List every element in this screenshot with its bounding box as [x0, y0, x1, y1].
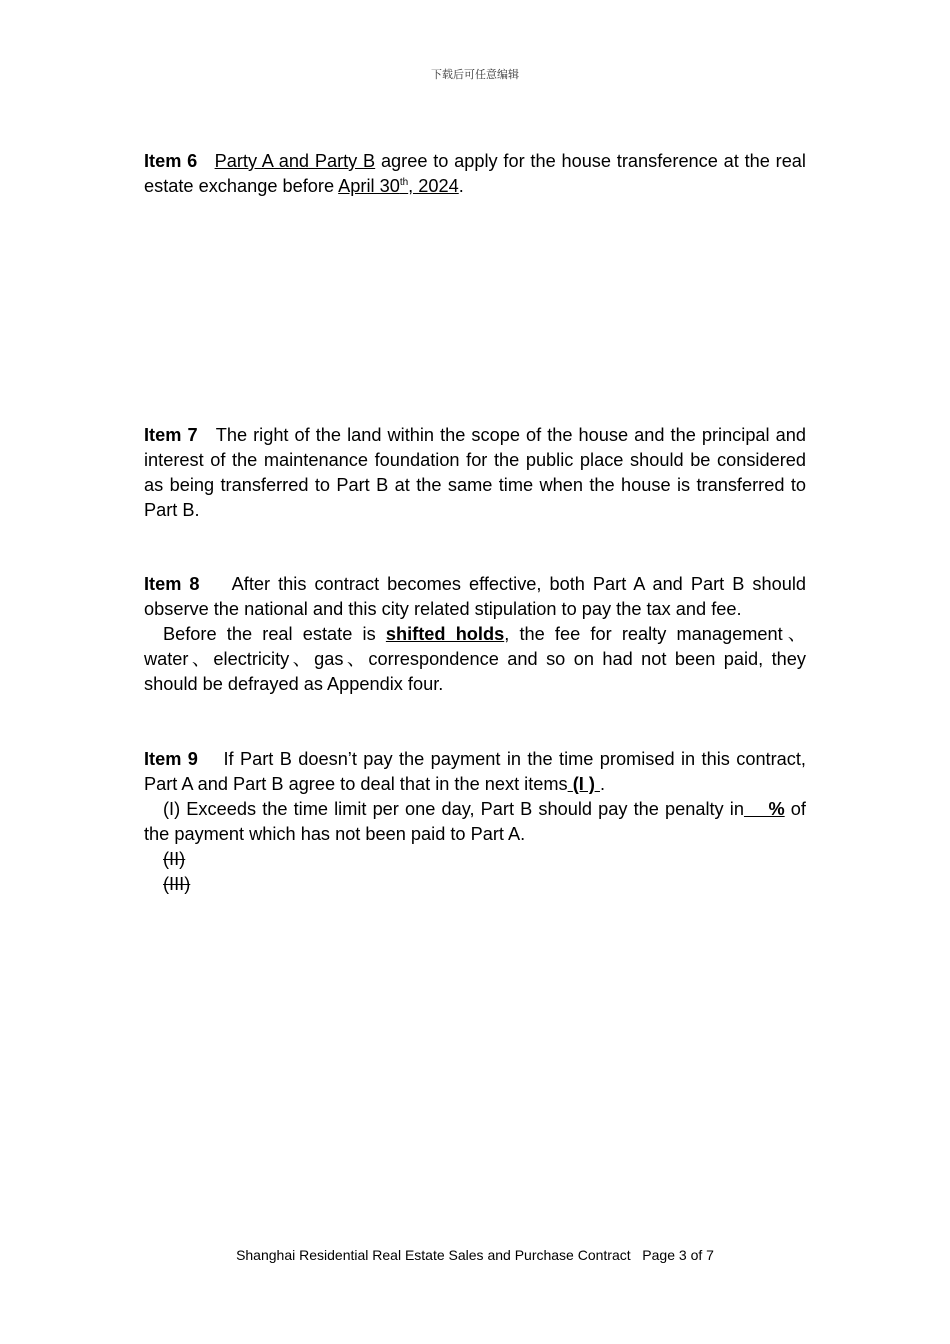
item-7-label: Item 7 — [144, 425, 198, 445]
item-9 — [144, 747, 806, 897]
page-header: 下载后可任意编辑 — [431, 68, 519, 81]
item-9-option-2: (II) — [163, 849, 186, 869]
item-9-label: Item 9 — [144, 749, 198, 769]
item-6-label: Item 6 — [144, 151, 198, 171]
item-8 — [144, 572, 806, 697]
item-8-p2-pre: Before the real estate is — [163, 624, 386, 644]
item-6-date-sup: th — [399, 176, 409, 188]
item-9-option-3: (III) — [163, 874, 191, 894]
item-9-penalty-percent — [744, 799, 785, 819]
item-9-option-1: (I) Exceeds the time limit per one day, Part B should pay the penalty in — [163, 799, 744, 819]
item-6 — [144, 149, 806, 199]
item-9-choice-value: (I ) — [572, 774, 595, 794]
item-8-text: After this contract becomes effective, both Part A and Part B should observe the national and this city related stipulation to pay the tax and fee. — [144, 574, 806, 619]
item-9-end: . — [599, 774, 606, 794]
item-6-text: agree to apply for the house transference at the real estate exchange before — [144, 151, 806, 196]
page-footer — [0, 1247, 950, 1263]
item-7 — [144, 423, 806, 523]
item-6-date — [338, 176, 459, 196]
item-7-text: The right of the land within the scope of the house and the principal and interest of the maintenance foundation for the public place should be considered as being transferred to Part B at the same time when the house is transferred to Part B. — [144, 425, 806, 520]
item-6-date-year: , 2024 — [408, 176, 459, 196]
item-6-end: . — [458, 176, 464, 196]
item-9-percent-sign: % — [768, 799, 785, 819]
item-9-text: If Part B doesn’t pay the payment in the time promised in this contract, Part A and Part B agree to deal that in the next items — [144, 749, 806, 794]
item-9-option-1-end: of the payment which has not been paid to Part A. — [144, 799, 806, 844]
item-8-p2-post: , the fee for realty management、water、electricity、gas、correspondence and so on had not been paid, they should be defrayed as Appendix four. — [144, 624, 806, 694]
item-6-date-main: April 30 — [338, 176, 400, 196]
item-9-choice — [568, 774, 600, 794]
item-6-parties: Party A and Party B — [214, 151, 376, 171]
item-8-label: Item 8 — [144, 574, 200, 594]
footer-text: Shanghai Residential Real Estate Sales and Purchase Contract Page 3 of 7 — [236, 1247, 714, 1263]
item-8-shifted-holds: shifted holds — [385, 624, 505, 644]
